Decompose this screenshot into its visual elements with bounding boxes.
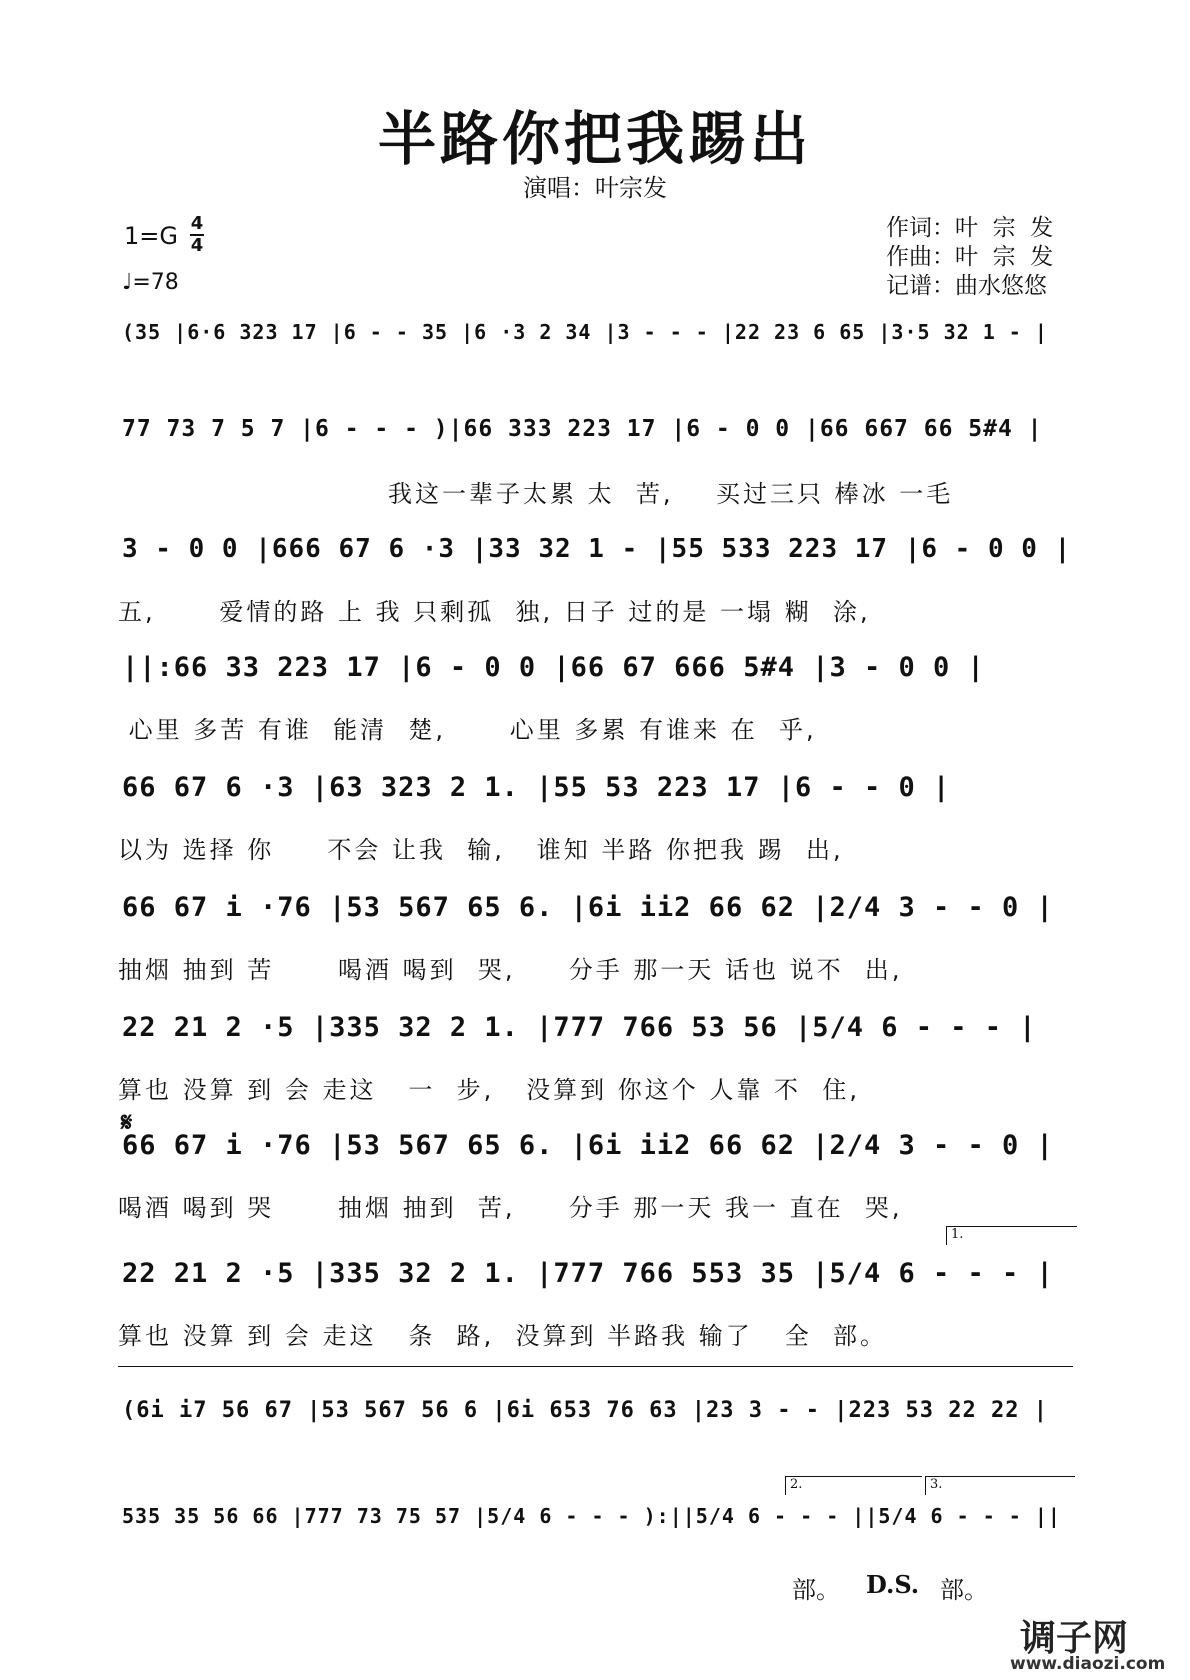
- time-signature: [190, 214, 204, 256]
- notes-line: [118, 1256, 1073, 1304]
- notes-line: [118, 318, 1073, 366]
- notes-line: [118, 1396, 1073, 1444]
- lyrics-line: 我这一辈子太累 太 苦, 买过三只 棒冰 一毛: [388, 480, 954, 508]
- ending-lyric-a: 部。: [792, 1576, 840, 1604]
- notes-line: [118, 650, 1073, 698]
- volta-bracket-3: 3.: [925, 1476, 1075, 1495]
- segno-sign: 𝄋: [121, 1108, 133, 1138]
- volta-bracket-2: 2.: [785, 1476, 922, 1495]
- time-top: 4: [190, 213, 204, 234]
- notation-text: 77 73 7 5 7 |6 - - - )|66 333 223 17 |6 - 0 0 |66 667 66 5#4 |: [122, 416, 1043, 442]
- notation-text: (35 |6·6 323 17 |6 - - 35 |6 ·3 2 34 |3 - - - |22 23 6 65 |3·5 32 1 - |: [122, 320, 1048, 344]
- lyrics-line: 抽烟 抽到 苦 喝酒 喝到 哭, 分手 那一天 话也 说不 出,: [118, 956, 903, 984]
- lyrics-line: 算也 没算 到 会 走这 条 路, 没算到 半路我 输了 全 部。: [118, 1322, 887, 1350]
- notes-line: [118, 1502, 1073, 1550]
- notes-line: [118, 890, 1073, 938]
- tempo-mark: ♩=78: [122, 270, 179, 295]
- notation-text: 66 67 i ·76 |53 567 65 6. |6i ii2 66 62 |2/4 3 - - 0 |: [122, 892, 1054, 923]
- composer-credit: 作曲：叶 宗 发: [886, 244, 1054, 270]
- notes-line: [118, 1128, 1073, 1176]
- watermark-url: www.diaozi.com: [1010, 1654, 1166, 1674]
- transcriber-credit: 记谱：曲水悠悠: [886, 273, 1047, 299]
- section-divider: [118, 1366, 1073, 1367]
- lyrics-line: 心里 多苦 有谁 能清 楚, 心里 多累 有谁来 在 乎,: [118, 716, 817, 744]
- volta-bracket-1: 1.: [946, 1226, 1077, 1245]
- key-signature: 1=G: [124, 222, 178, 250]
- notation-text: 22 21 2 ·5 |335 32 2 1. |777 766 553 35 |5/4 6 - - - |: [122, 1258, 1054, 1289]
- notation-text: (6i i7 56 67 |53 567 56 6 |6i 653 76 63 |23 3 - - |223 53 22 22 |: [122, 1398, 1048, 1423]
- notation-text: 66 67 6 ·3 |63 323 2 1. |55 53 223 17 |6 - - 0 |: [122, 772, 951, 803]
- credits: [886, 214, 1053, 301]
- song-title: 半路你把我踢出: [377, 105, 812, 173]
- singer-credit: 演唱：叶宗发: [523, 174, 667, 202]
- notation-text: ||:66 33 223 17 |6 - 0 0 |66 67 666 5#4 |3 - 0 0 |: [122, 652, 985, 683]
- watermark-logo: 调子网: [1020, 1618, 1129, 1659]
- lyrics-line: 喝酒 喝到 哭 抽烟 抽到 苦, 分手 那一天 我一 直在 哭,: [118, 1194, 903, 1222]
- ending-lyric-b: 部。: [940, 1576, 988, 1604]
- notes-line: [118, 532, 1073, 580]
- lyricist-credit: 作词：叶 宗 发: [886, 215, 1054, 241]
- lyrics-line: 以为 选择 你 不会 让我 输, 谁知 半路 你把我 踢 出,: [118, 836, 844, 864]
- notation-text: 22 21 2 ·5 |335 32 2 1. |777 766 53 56 |5/4 6 - - - |: [122, 1012, 1037, 1043]
- ending-ds: D.S.: [866, 1570, 920, 1599]
- notation-text: 66 67 i ·76 |53 567 65 6. |6i ii2 66 62 |2/4 3 - - 0 |: [122, 1130, 1054, 1161]
- notation-text: 535 35 56 66 |777 73 75 57 |5/4 6 - - - ):||5/4 6 - - - ||5/4 6 - - - ||: [122, 1504, 1061, 1528]
- lyrics-line: 五, 爱情的路 上 我 只剩孤 独, 日子 过的是 一塌 糊 涂,: [118, 598, 871, 626]
- lyrics-line: 算也 没算 到 会 走这 一 步, 没算到 你这个 人靠 不 住,: [118, 1076, 860, 1104]
- time-bottom: 4: [190, 235, 204, 256]
- notes-line: [118, 414, 1073, 462]
- notation-text: 3 - 0 0 |666 67 6 ·3 |33 32 1 - |55 533 223 17 |6 - 0 0 |: [122, 534, 1072, 564]
- notes-line: [118, 770, 1073, 818]
- notes-line: [118, 1010, 1073, 1058]
